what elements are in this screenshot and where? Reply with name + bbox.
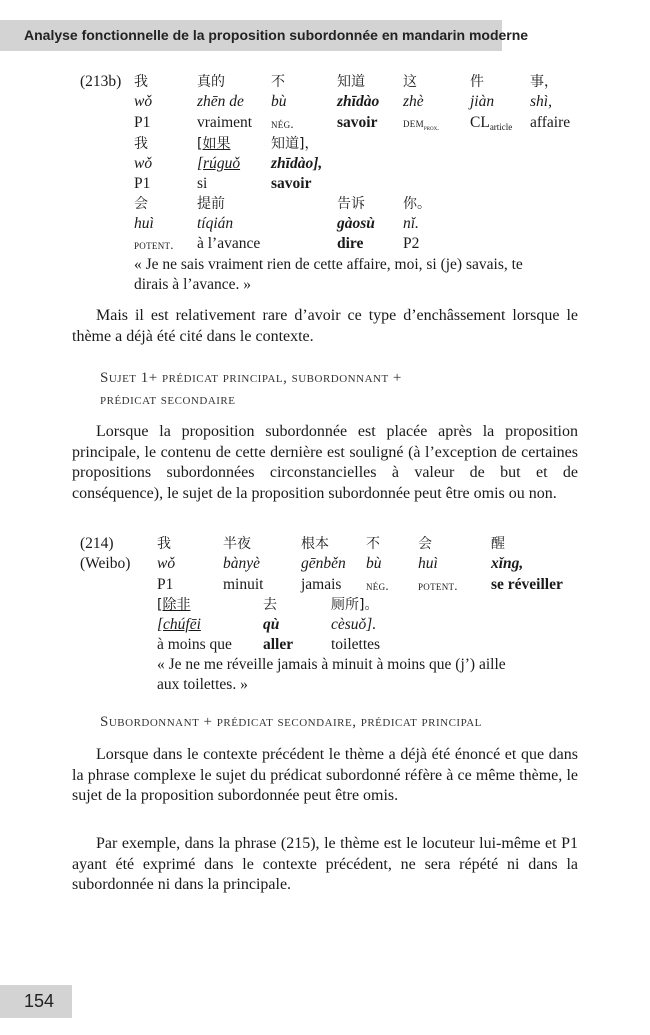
gloss-token: se réveiller bbox=[491, 576, 563, 593]
section-heading: Subordonnant + prédicat secondaire, prédicat principal bbox=[100, 714, 482, 730]
running-header-title: Analyse fonctionnelle de la proposition subordonnée en mandarin moderne bbox=[24, 27, 529, 43]
example-214 bbox=[0, 534, 650, 699]
translation-line: aux toilettes. » bbox=[157, 676, 248, 693]
pinyin-token: [rúguǒ bbox=[197, 155, 241, 172]
hanzi-token: [除非 bbox=[157, 597, 191, 613]
hanzi-token: 提前 bbox=[197, 196, 225, 212]
gloss-token: potent. bbox=[134, 237, 174, 252]
hanzi-token: 去 bbox=[263, 597, 277, 613]
hanzi-token: 根本 bbox=[301, 536, 329, 552]
pinyin-token: wǒ bbox=[134, 155, 153, 172]
gloss-token-cl: $CL_{article}$ bbox=[470, 114, 513, 132]
gloss-token: savoir bbox=[271, 175, 312, 192]
pinyin-token: wǒ bbox=[157, 555, 176, 572]
pinyin-token: shì, bbox=[530, 93, 552, 110]
body-paragraph: Mais il est relativement rare d’avoir ce type d’enchâssement lorsque le thème a déjà été cité dans le contexte. bbox=[72, 307, 578, 345]
hanzi-token: 半夜 bbox=[223, 536, 251, 552]
hanzi-token: 知道]， bbox=[271, 136, 319, 152]
gloss-token: savoir bbox=[337, 114, 378, 131]
hanzi-token: 不 bbox=[271, 74, 285, 90]
pinyin-token: gàosù bbox=[337, 215, 375, 232]
gloss-token: jamais bbox=[301, 576, 342, 593]
pinyin-token: nǐ. bbox=[403, 215, 419, 232]
gloss-token: toilettes bbox=[331, 636, 381, 653]
pinyin-token: bù bbox=[271, 93, 287, 110]
page-number: 154 bbox=[24, 991, 55, 1011]
gloss-token: P1 bbox=[134, 175, 151, 192]
gloss-token: minuit bbox=[223, 576, 264, 593]
translation-line: « Je ne me réveille jamais à minuit à moins que (j’) aille bbox=[157, 656, 506, 673]
pinyin-token: zhēn de bbox=[197, 93, 244, 110]
example-label: (213b) bbox=[80, 73, 122, 90]
page-number-box bbox=[0, 985, 72, 1018]
pinyin-token: bù bbox=[366, 555, 382, 572]
hanzi-token: 不 bbox=[366, 536, 380, 552]
gloss-token: P1 bbox=[134, 114, 151, 131]
pinyin-token: tíqián bbox=[197, 215, 234, 232]
gloss-token: potent. bbox=[418, 578, 458, 593]
body-paragraph: Par exemple, dans la phrase (215), le thème est le locuteur lui-même et P1 ayant été exprimé dans le contexte précédent, ne sera répété ni dans la subordonnée ni dans la principale. bbox=[72, 835, 578, 893]
body-paragraph: Lorsque dans le contexte précédent le thème a déjà été énoncé et que dans la phrase complexe le sujet du prédicat subordonné réfère à ce même thème, le sujet de la proposition subordonnée peut être omis. bbox=[72, 746, 578, 804]
gloss-token: aller bbox=[263, 636, 294, 653]
gloss-token-dem: demprox. bbox=[403, 115, 439, 132]
gloss-token: si bbox=[197, 175, 208, 192]
pinyin-token: gēnběn bbox=[301, 555, 346, 572]
body-paragraph: Lorsque la proposition subordonnée est placée après la proposition principale, le contenu de cette dernière est souligné (à l’exception de certaines propositions subordonnées circonstancielles à valeur de but et de conséquence), le sujet de la proposition subordonnée peut être omis ou non. bbox=[72, 423, 578, 502]
gloss-token: P1 bbox=[157, 576, 174, 593]
pinyin-token: huì bbox=[134, 215, 154, 232]
hanzi-token: 事， bbox=[530, 74, 558, 90]
hanzi-token: 真的 bbox=[197, 74, 225, 90]
hanzi-token: 会 bbox=[418, 536, 432, 552]
pinyin-token: xǐng, bbox=[491, 555, 524, 572]
hanzi-token: 醒 bbox=[491, 536, 505, 552]
pinyin-token: huì bbox=[418, 555, 438, 572]
gloss-token: nég. bbox=[366, 578, 389, 593]
gloss-token: dire bbox=[337, 235, 364, 252]
gloss-token: nég. bbox=[271, 116, 294, 131]
hanzi-token: 你。 bbox=[403, 196, 431, 212]
example-213b bbox=[0, 72, 650, 292]
pinyin-token: jiàn bbox=[470, 93, 495, 110]
gloss-token: vraiment bbox=[197, 114, 253, 131]
pinyin-token: cèsuǒ]. bbox=[331, 616, 377, 633]
example-source: (Weibo) bbox=[80, 555, 131, 572]
gloss-token: à l’avance bbox=[197, 235, 261, 252]
translation-line: dirais à l’avance. » bbox=[134, 276, 252, 293]
hanzi-token: 告诉 bbox=[337, 196, 365, 212]
hanzi-token: 件 bbox=[470, 74, 484, 90]
pinyin-token: zhè bbox=[403, 93, 424, 110]
hanzi-token: [如果 bbox=[197, 136, 231, 152]
hanzi-token: 这 bbox=[403, 74, 417, 90]
pinyin-token: bànyè bbox=[223, 555, 261, 572]
pinyin-token: wǒ bbox=[134, 93, 153, 110]
pinyin-token: qù bbox=[263, 616, 280, 633]
hanzi-token: 厕所]。 bbox=[331, 597, 379, 613]
gloss-token: à moins que bbox=[157, 636, 232, 653]
translation-line: « Je ne sais vraiment rien de cette affaire, moi, si (je) savais, te bbox=[134, 256, 523, 273]
example-label: (214) bbox=[80, 535, 114, 552]
running-header bbox=[0, 20, 529, 51]
hanzi-token: 会 bbox=[134, 196, 148, 212]
hanzi-token: 我 bbox=[134, 74, 148, 90]
hanzi-token: 知道 bbox=[337, 74, 365, 90]
hanzi-token: 我 bbox=[134, 136, 148, 152]
pinyin-token: [chúfēi bbox=[157, 616, 201, 633]
pinyin-token: zhīdào], bbox=[271, 155, 323, 172]
gloss-token: affaire bbox=[530, 114, 571, 131]
hanzi-token: 我 bbox=[157, 536, 171, 552]
gloss-token: P2 bbox=[403, 235, 420, 252]
section-heading: prédicat secondaire bbox=[100, 392, 236, 408]
section-heading: Sujet 1+ prédicat principal, subordonnant + bbox=[100, 370, 402, 386]
pinyin-token: zhīdào bbox=[337, 93, 380, 110]
